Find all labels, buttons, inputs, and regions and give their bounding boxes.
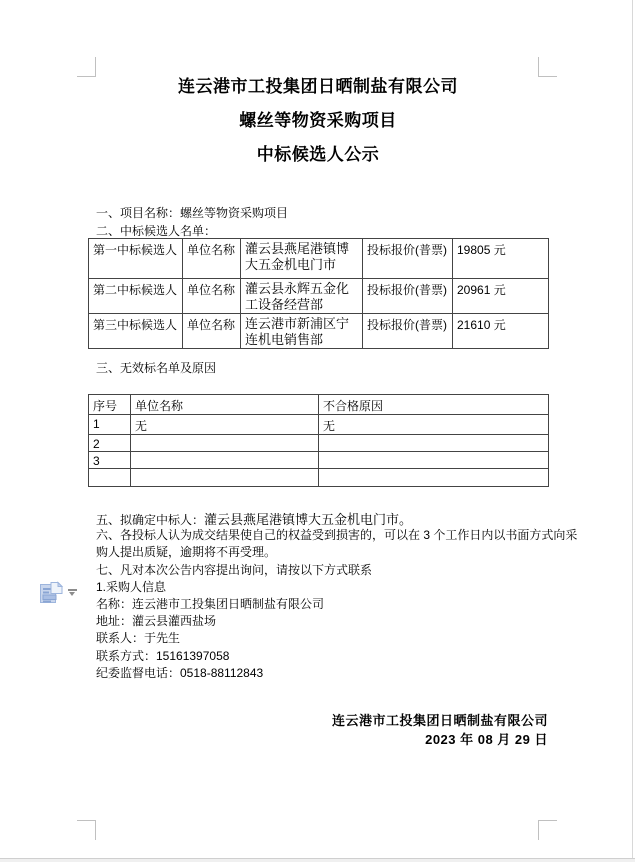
candidate-rank-cell: 第三中标候选人: [89, 314, 183, 349]
purchaser-name: 名称：连云港市工投集团日晒制盐有限公司: [96, 596, 325, 611]
reason-cell: [319, 469, 549, 487]
signature-company: 连云港市工投集团日晒制盐有限公司: [331, 713, 548, 728]
unit-cell: [131, 452, 319, 469]
header-cell-unit: 单位名称: [131, 395, 319, 415]
index-cell: [89, 469, 131, 487]
clipboard-paste-icon: [39, 581, 64, 607]
reason-cell: [319, 452, 549, 469]
unit-cell: [131, 435, 319, 452]
crop-mark-bottom-left: [77, 820, 96, 840]
table-row: [89, 415, 549, 435]
section-invalid-bids-heading: 三、无效标名单及原因: [96, 361, 217, 375]
lower-body-text: [96, 509, 578, 681]
doc-title-project: 螺丝等物资采购项目: [239, 111, 397, 130]
price-value-cell: 21610 元: [453, 314, 549, 349]
index-cell: 3: [89, 452, 131, 469]
crop-mark-top-right: [538, 57, 557, 77]
chevron-down-icon[interactable]: [68, 589, 77, 596]
page-bottom-edge: [0, 858, 635, 862]
price-label-cell: 投标报价(普票): [363, 314, 453, 349]
unit-label-cell: 单位名称: [183, 279, 241, 314]
document-header: [88, 78, 548, 180]
doc-title-announcement: 中标候选人公示: [256, 145, 380, 164]
header-cell-index: 序号: [89, 395, 131, 415]
reason-cell: [319, 435, 549, 452]
section-confirmed-winner: [96, 509, 546, 526]
signature-block: [88, 711, 548, 749]
purchaser-info-heading: 1.采购人信息: [96, 579, 167, 594]
table-header-row: [89, 395, 549, 415]
price-value-cell: 19805 元: [453, 239, 549, 279]
paste-options-button[interactable]: [37, 578, 79, 610]
unit-label-cell: 单位名称: [183, 239, 241, 279]
candidate-rank-cell: 第一中标候选人: [89, 239, 183, 279]
price-label-cell: 投标报价(普票): [363, 279, 453, 314]
page-right-edge: [632, 0, 633, 858]
supervision-phone: 纪委监督电话：0518-88112843: [96, 665, 264, 680]
crop-mark-bottom-right: [538, 820, 557, 840]
company-name-cell: 灌云县燕尾港镇博大五金机电门市: [241, 239, 363, 279]
doc-title-company: 连云港市工投集团日晒制盐有限公司: [178, 77, 458, 96]
unit-cell: 无: [131, 415, 319, 435]
table-row: [89, 314, 549, 349]
section-project-name: 一、项目名称：螺丝等物资采购项目: [96, 206, 289, 220]
purchaser-address: 地址：灌云县灌西盐场: [96, 614, 217, 629]
crop-mark-top-left: [77, 57, 96, 77]
header-cell-reason: 不合格原因: [319, 395, 549, 415]
purchaser-phone: 联系方式：15161397058: [96, 648, 230, 663]
candidates-table: [88, 238, 549, 349]
table-row: [89, 279, 549, 314]
winner-company: 灌云县燕尾港镇博大五金机电门市。: [204, 512, 413, 527]
candidate-rank-cell: 第二中标候选人: [89, 279, 183, 314]
section-candidates-heading: 二、中标候选人名单：: [96, 224, 217, 238]
purchaser-contact-person: 联系人：于先生: [96, 631, 181, 646]
price-label-cell: 投标报价(普票): [363, 239, 453, 279]
signature-date: 2023 年 08 月 29 日: [425, 732, 548, 747]
winner-label: 五、拟确定中标人：: [96, 513, 205, 527]
section-objection-line2: 购人提出质疑，逾期将不再受理。: [96, 545, 277, 560]
table-row: [89, 452, 549, 469]
company-name-cell: 连云港市新浦区宁连机电销售部: [241, 314, 363, 349]
section-objection-line1: 六、各投标人认为成交结果使自己的权益受到损害的，可以在 3 个工作日内以书面方式向采: [96, 528, 578, 543]
unit-label-cell: 单位名称: [183, 314, 241, 349]
table-row: [89, 435, 549, 452]
table-row: [89, 239, 549, 279]
index-cell: 1: [89, 415, 131, 435]
company-name-cell: 灌云县永辉五金化工设备经营部: [241, 279, 363, 314]
section-1-2: [96, 204, 288, 240]
unit-cell: [131, 469, 319, 487]
section-contact-heading: 七、凡对本次公告内容提出询问，请按以下方式联系: [96, 562, 373, 577]
price-value-cell: 20961 元: [453, 279, 549, 314]
reason-cell: 无: [319, 415, 549, 435]
index-cell: 2: [89, 435, 131, 452]
table-row: [89, 469, 549, 487]
invalid-bids-table: [88, 394, 549, 487]
